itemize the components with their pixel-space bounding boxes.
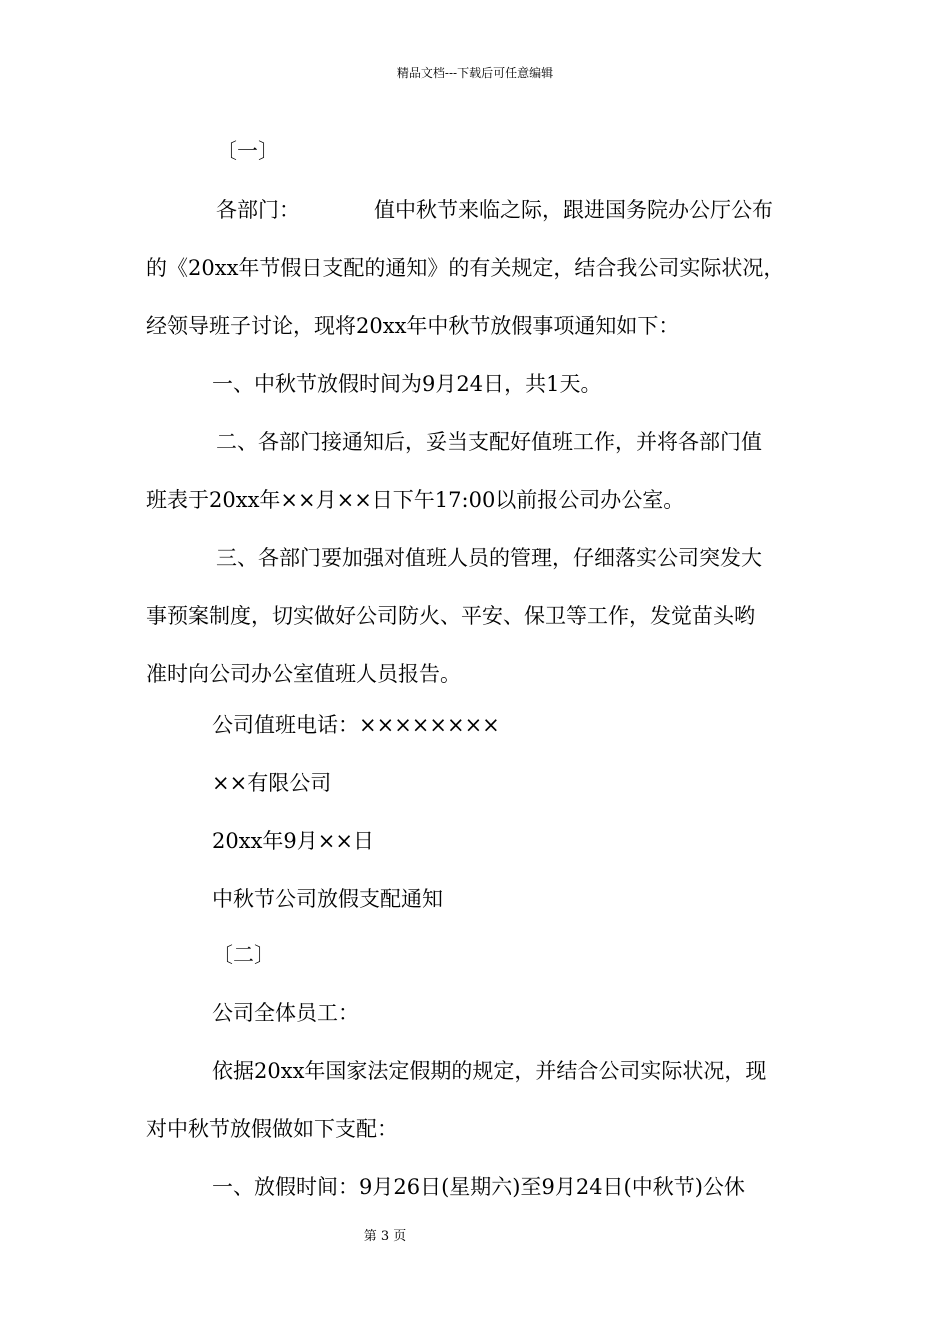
body-line: 依据20xx年国家法定假期的规定，并结合公司实际状况，现: [212, 1059, 767, 1083]
salutation-departments: 各部门：: [216, 198, 300, 222]
body-line: 的《20xx年节假日支配的通知》的有关规定，结合我公司实际状况，: [146, 256, 785, 280]
body-line: 对中秋节放假做如下支配：: [146, 1117, 398, 1141]
item-two-line: 二、各部门接通知后，妥当支配好值班工作，并将各部门值: [216, 430, 762, 454]
body-line: 经领导班子讨论，现将20xx年中秋节放假事项通知如下：: [146, 314, 680, 338]
body-line: 值中秋节来临之际，跟进国务院办公厅公布: [374, 198, 773, 222]
section-number-one: 〔一〕: [216, 139, 279, 163]
holiday-time-line: 一、放假时间：9月26日(星期六)至9月24日(中秋节)公休: [212, 1175, 745, 1199]
duty-phone-line: 公司值班电话：××××××××: [212, 713, 500, 737]
company-name-line: ××有限公司: [212, 771, 332, 795]
second-notice-title: 中秋节公司放假支配通知: [212, 887, 443, 911]
body-line: 准时向公司办公室值班人员报告。: [146, 662, 461, 686]
item-one-line: 一、中秋节放假时间为9月24日，共1天。: [212, 372, 602, 396]
date-line: 20xx年9月××日: [212, 829, 374, 853]
body-line: 班表于20xx年××月××日下午17:00以前报公司办公室。: [146, 488, 685, 512]
page-number-footer: 第 3 页: [363, 1229, 407, 1244]
body-line: 事预案制度，切实做好公司防火、平安、保卫等工作，发觉苗头哟: [146, 604, 755, 628]
page-header: 精品文档---下载后可任意编辑: [396, 66, 554, 80]
section-number-two: 〔二〕: [212, 943, 275, 967]
item-three-line: 三、各部门要加强对值班人员的管理，仔细落实公司突发大: [216, 546, 762, 570]
salutation-all-staff: 公司全体员工：: [212, 1001, 359, 1025]
